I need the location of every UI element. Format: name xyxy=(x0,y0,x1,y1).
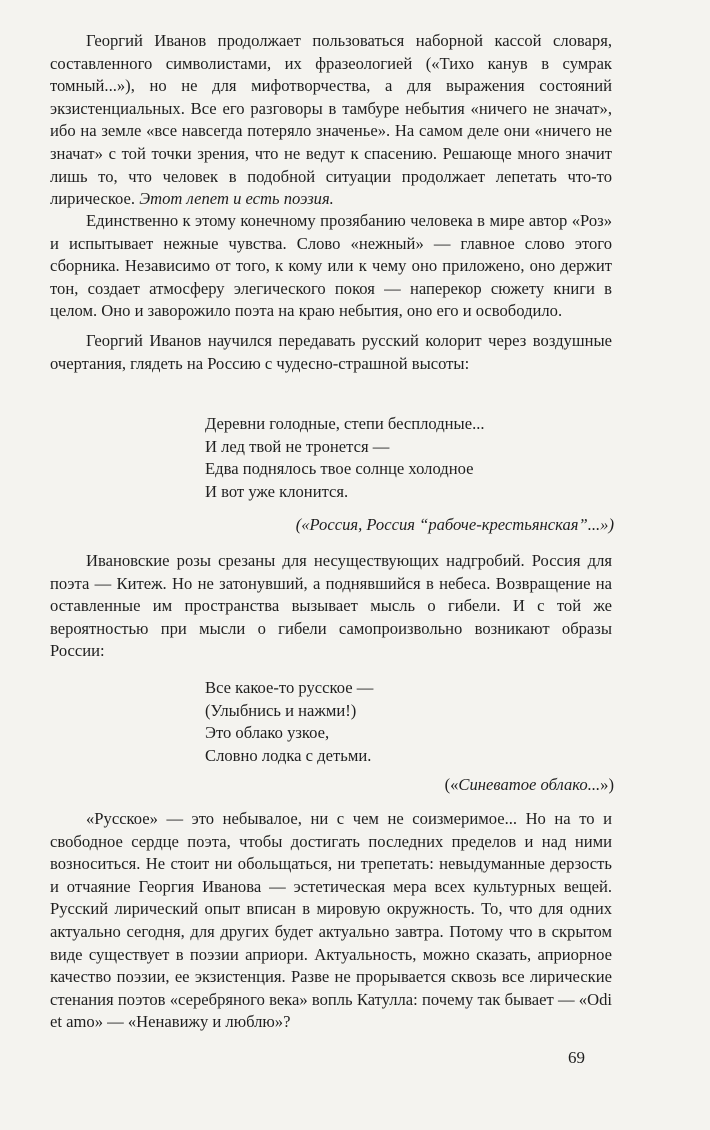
poem-2-line: (Улыбнись и нажми!) xyxy=(205,700,357,720)
poem-1-line: Едва поднялось твое солнце холодное xyxy=(205,459,474,479)
poem-2-line: Это облако узкое, xyxy=(205,723,330,743)
poem-2-line: Словно лодка с детьми. xyxy=(205,745,372,765)
poem-2-attribution: («Синеватое облако...») xyxy=(444,775,614,794)
paragraph-3: Георгий Иванов научился передавать русский колорит через воздушные очертания, глядеть на Россию с чудесно-страшной высоты: xyxy=(50,331,612,373)
poem-2-line: Все какое-то русское — xyxy=(205,678,374,697)
poem-1-line: Деревни голодные, степи бесплодные... xyxy=(205,414,485,433)
poem-1-attribution: («Россия, Россия “рабоче-крестьянская”...») xyxy=(295,515,614,534)
paragraph-2: Единственно к этому конечному прозябанию человека в мире автор «Роз» и испытывает нежные чувства. Слово «нежный» — главное слово этого сборника. Независимо от того, к кому или к чему оно приложено, оно держит тон, создает атмосферу элегического покоя — наперекор сюжету книги в целом. Оно и заворожило поэта на краю небытия, оно его и освободило. xyxy=(50,211,612,321)
paragraph-1-emphasis: Этот лепет и есть поэзия. xyxy=(139,189,334,209)
poem-1 xyxy=(205,413,485,503)
paragraph-1 xyxy=(50,30,612,211)
paragraph-4: Ивановские розы срезаны для несуществующих надгробий. Россия для поэта — Китеж. Но не затонувший, а поднявшийся в небеса. Возвращение на оставленные им пространства вызывает мысль о гибели. И с той же вероятностью при мысли о гибели самопроизвольно возникают образы России: xyxy=(50,551,612,661)
poem-1-line: И лед твой не тронется — xyxy=(205,436,390,456)
paragraph-1-text: Георгий Иванов продолжает пользоваться наборной кассой словаря, составленного символистами, их фразеологией («Тихо канув в сумрак томный...»), но не для мифотворчества, а для выражения состояний экзистенциальных. Все его разговоры в тамбуре небытия «ничего не значат», ибо на земле «все навсегда потеряло значенье». На самом деле они «ничего не значат» с той точки зрения, что не ведут к спасению. Решающе много значит лишь то, что человек в подобной ситуации продолжает лепетать что-то лирическое. xyxy=(50,31,612,209)
poem-2 xyxy=(205,677,373,767)
poem-1-line: И вот уже клонится. xyxy=(205,481,349,501)
paragraph-5: «Русское» — это небывалое, ни с чем не соизмеримое... Но на то и свободное сердце поэта, чтобы достигать последних пределов и над ними возноситься. Не стоит ни обольщаться, ни трепетать: невыдуманные дерзость и отчаяние Георгия Иванова — эстетическая мера всех культурных вещей. Русский лирический опыт вписан в мировую окружность. То, что для одних актуально сегодня, для других будет актуально завтра. Потому что в скрытом виде существует в поэзии априори. Актуальность, можно сказать, априорное качество поэзии, ее экзистенция. Разве не прорывается сквозь все лирические стенания поэтов «серебряного века» вопль Катулла: почему так бывает — «Odi et amo» — «Ненавижу и люблю»? xyxy=(50,809,612,1032)
page-number: 69 xyxy=(568,1048,585,1067)
